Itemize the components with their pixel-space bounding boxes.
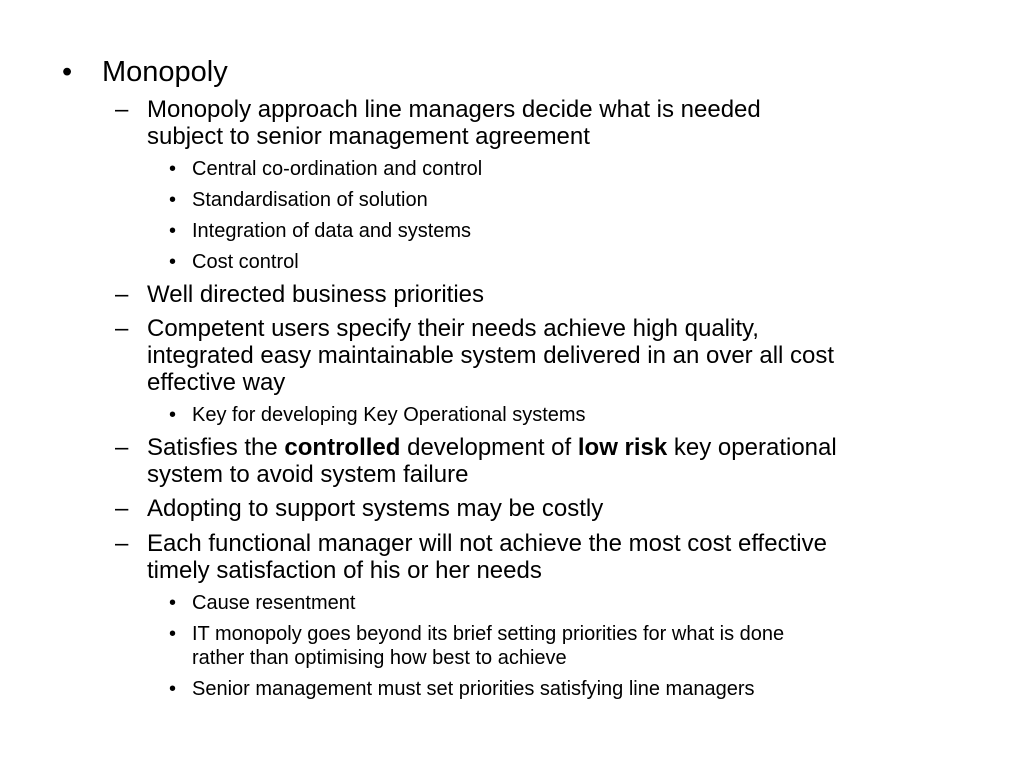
- subpoint-functional-manager: [115, 530, 827, 584]
- subpoint-adopting-support: [115, 495, 604, 522]
- text-line: Each functional manager will not achieve the most cost effective: [147, 530, 827, 557]
- bullet-heading: [62, 56, 228, 88]
- subsubpoint-integration: [169, 219, 472, 243]
- subsubpoint-it-monopoly: [169, 622, 785, 670]
- bold-text-low-risk: low risk: [577, 434, 668, 461]
- subpoint-competent-users: [115, 315, 835, 396]
- bullet-marker: •: [169, 404, 177, 426]
- text-line: Well directed business priorities: [147, 281, 485, 308]
- dash-marker: –: [115, 434, 129, 461]
- text-line: Integration of data and systems: [192, 220, 472, 242]
- bullet-marker: •: [169, 678, 177, 700]
- subsubpoint-senior-management: [169, 677, 755, 701]
- bold-text-controlled: controlled: [284, 434, 401, 461]
- bullet-marker: •: [62, 56, 73, 88]
- subpoint-monopoly-approach: [115, 96, 761, 150]
- text-line: Senior management must set priorities satisfying line managers: [192, 678, 755, 700]
- text-line: system to avoid system failure: [147, 461, 469, 488]
- text-line: [147, 434, 837, 461]
- subsubpoint-central-coordination: [169, 157, 483, 181]
- bullet-marker: •: [169, 251, 177, 273]
- subpoint-satisfies-controlled: [115, 434, 837, 488]
- bullet-marker: •: [169, 158, 177, 180]
- subpoint-well-directed: [115, 281, 485, 308]
- bullet-marker: •: [169, 623, 177, 645]
- dash-marker: –: [115, 96, 129, 123]
- bullet-marker: •: [169, 592, 177, 614]
- dash-marker: –: [115, 315, 129, 342]
- text-line: rather than optimising how best to achieve: [192, 647, 567, 669]
- bullet-marker: •: [169, 189, 177, 211]
- text-line: timely satisfaction of his or her needs: [147, 557, 542, 584]
- text-run: development of: [400, 434, 578, 461]
- subsubpoint-key-operational: [169, 403, 586, 427]
- subsubpoint-standardisation: [169, 188, 428, 212]
- dash-marker: –: [115, 281, 129, 308]
- text-line: Cost control: [192, 251, 299, 273]
- dash-marker: –: [115, 530, 129, 557]
- text-line: Standardisation of solution: [192, 189, 428, 211]
- heading-text: Monopoly: [102, 56, 228, 88]
- text-line: IT monopoly goes beyond its brief setting priorities for what is done: [192, 623, 785, 645]
- text-run: key operational: [667, 434, 837, 461]
- text-line: Key for developing Key Operational systems: [192, 404, 586, 426]
- text-line: Adopting to support systems may be costly: [147, 495, 604, 522]
- subsubpoint-cause-resentment: [169, 591, 356, 615]
- text-line: Central co-ordination and control: [192, 158, 483, 180]
- subsubpoint-cost-control: [169, 250, 299, 274]
- text-line: Competent users specify their needs achieve high quality,: [147, 315, 759, 342]
- text-line: integrated easy maintainable system delivered in an over all cost: [147, 342, 835, 369]
- dash-marker: –: [115, 495, 129, 522]
- text-line: Monopoly approach line managers decide what is needed: [147, 96, 761, 123]
- text-line: Cause resentment: [192, 592, 356, 614]
- text-line: effective way: [147, 369, 286, 396]
- text-run: Satisfies the: [147, 434, 285, 461]
- text-line: subject to senior management agreement: [147, 123, 590, 150]
- bullet-marker: •: [169, 220, 177, 242]
